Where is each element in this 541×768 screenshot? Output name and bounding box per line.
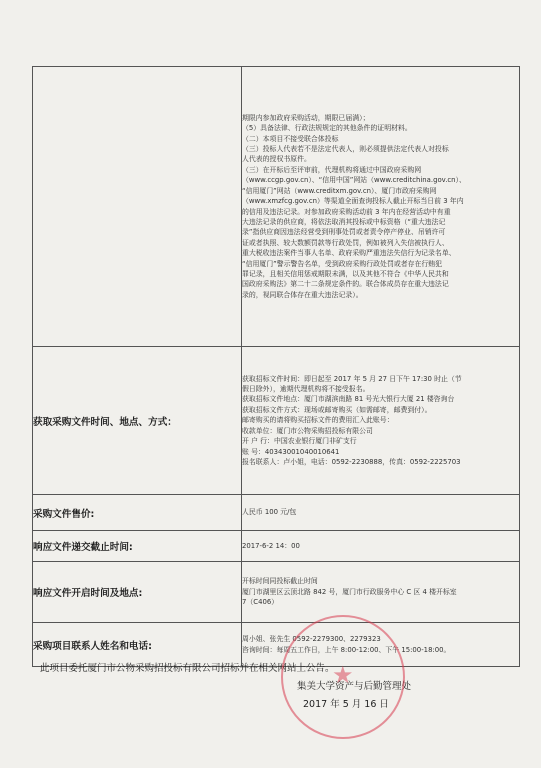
obtain-line: 邮寄购买的请将购买招标文件的费用汇入此账号： bbox=[242, 416, 394, 425]
contact-line: 周小姐、张先生 0592-2279300、2279323 bbox=[242, 635, 381, 644]
row-label-price: 采购文件售价: bbox=[33, 495, 242, 531]
qual-line: （www.xmzfcg.gov.cn）等渠道全面查询投标人截止开标当日前 3 年内 bbox=[242, 197, 464, 206]
qual-line: 重大税收违法案件当事人名单、政府采购严重违法失信行为记录名单、 bbox=[242, 249, 456, 258]
opening-line: 7（C406） bbox=[242, 598, 279, 607]
row-value-price bbox=[242, 495, 520, 531]
row-label-obtain: 获取采购文件时间、地点、方式： bbox=[33, 347, 242, 495]
qual-line: 罪记录，且相关信用惩戒期限未满，以及其他不符合《中华人民共和 bbox=[242, 269, 449, 278]
qual-line: 录的，视同联合体存在重大违法记录）。 bbox=[242, 290, 363, 299]
qual-line: 证或者执照、较大数额罚款等行政处罚，例如被列入失信被执行人、 bbox=[242, 238, 449, 247]
issue-date: 2017 年 5 月 16 日 bbox=[303, 699, 389, 710]
obtain-line: 获取招标文件地点：厦门市湖滨南路 81 号光大银行大厦 21 楼咨询台 bbox=[242, 395, 455, 404]
qual-line: “信用厦门”网站（www.creditxm.gov.cn）、厦门市政府采购网 bbox=[242, 186, 437, 195]
row-opening bbox=[33, 562, 520, 623]
row-deadline bbox=[33, 531, 520, 562]
procurement-info-table bbox=[32, 66, 520, 667]
qual-line: 的信用及违法记录。对参加政府采购活动前 3 年内在经营活动中有重 bbox=[242, 207, 451, 216]
row-price bbox=[33, 495, 520, 531]
opening-line: 厦门市湖里区云顶北路 842 号，厦门市行政服务中心 C 区 4 楼开标室 bbox=[242, 587, 457, 596]
row-label-deadline: 响应文件递交截止时间: bbox=[33, 531, 242, 562]
row-qualification bbox=[33, 67, 520, 347]
deadline-line: 2017-6-2 14：00 bbox=[242, 541, 300, 550]
contact-line: 咨询时间：每周五工作日，上午 8:00-12:00、下午 15:00-18:00。 bbox=[242, 645, 451, 654]
qual-line: “信用厦门”警示警告名单，受到政府采购行政处罚或者存在行贿犯 bbox=[242, 259, 443, 268]
qual-line: （二）本项目不接受联合体投标 bbox=[242, 134, 339, 143]
qual-line: 人代表的授权书原件。 bbox=[242, 155, 311, 164]
row-value-obtain bbox=[242, 347, 520, 495]
qual-line: （三）在开标后至评审前，代理机构将通过中国政府采购网 bbox=[242, 165, 422, 174]
obtain-line: 报名联系人：卢小姐，电话：0592-2230888，传真：0592-2225703 bbox=[242, 457, 461, 466]
seal-star-icon: ★ bbox=[332, 661, 354, 689]
qual-line: 国政府采购法》第二十二条规定条件的。联合体成员存在重大违法记 bbox=[242, 280, 449, 289]
obtain-line: 获取招标文件方式：现场或邮寄购买（如需邮寄，邮费到付）。 bbox=[242, 405, 432, 414]
obtain-line: 账 号：40343001040010641 bbox=[242, 447, 340, 456]
row-label-contact: 采购项目联系人姓名和电话: bbox=[33, 623, 242, 667]
opening-line: 开标时间同投标截止时间 bbox=[242, 577, 318, 586]
qual-line: 期限内参加政府采购活动，期限已届满）； bbox=[242, 113, 370, 122]
row-value-qualification bbox=[242, 67, 520, 347]
price-line: 人民币 100 元/包 bbox=[242, 508, 297, 517]
qual-line: 大违法记录的供应商，将依法取消其投标或中标资格（“重大违法记 bbox=[242, 217, 446, 226]
qual-line: （三）投标人代表若不是法定代表人，则必须提供法定代表人对投标 bbox=[242, 145, 449, 154]
row-label-opening: 响应文件开启时间及地点: bbox=[33, 562, 242, 623]
obtain-line: 开 户 行：中国农业银行厦门非矿支行 bbox=[242, 437, 357, 446]
row-obtain bbox=[33, 347, 520, 495]
row-value-opening bbox=[242, 562, 520, 623]
row-value-deadline bbox=[242, 531, 520, 562]
qual-line: （www.ccgp.gov.cn）、“信用中国”网站（www.creditchina.gov.cn）、 bbox=[242, 176, 466, 185]
issuing-organization: 集美大学资产与后勤管理处 bbox=[297, 681, 412, 692]
qual-line: 录”指供应商因违法经营受到刑事处罚或者责令停产停业、吊销许可 bbox=[242, 228, 446, 237]
obtain-line: 获取招标文件时间：即日起至 2017 年 5 月 27 日下午 17:30 时止（节 bbox=[242, 374, 462, 383]
qual-line: （5）具备法律、行政法规规定的其他条件的证明材料。 bbox=[242, 124, 412, 133]
entrust-notice: 此项目委托厦门市公物采购招投标有限公司招标并在相关网站上公告。 bbox=[40, 663, 335, 674]
row-label-qualification bbox=[33, 67, 242, 347]
obtain-line: 收款单位：厦门市公物采购招投标有限公司 bbox=[242, 426, 373, 435]
obtain-line: 假日除外），逾期代理机构将不接受报名。 bbox=[242, 385, 370, 394]
